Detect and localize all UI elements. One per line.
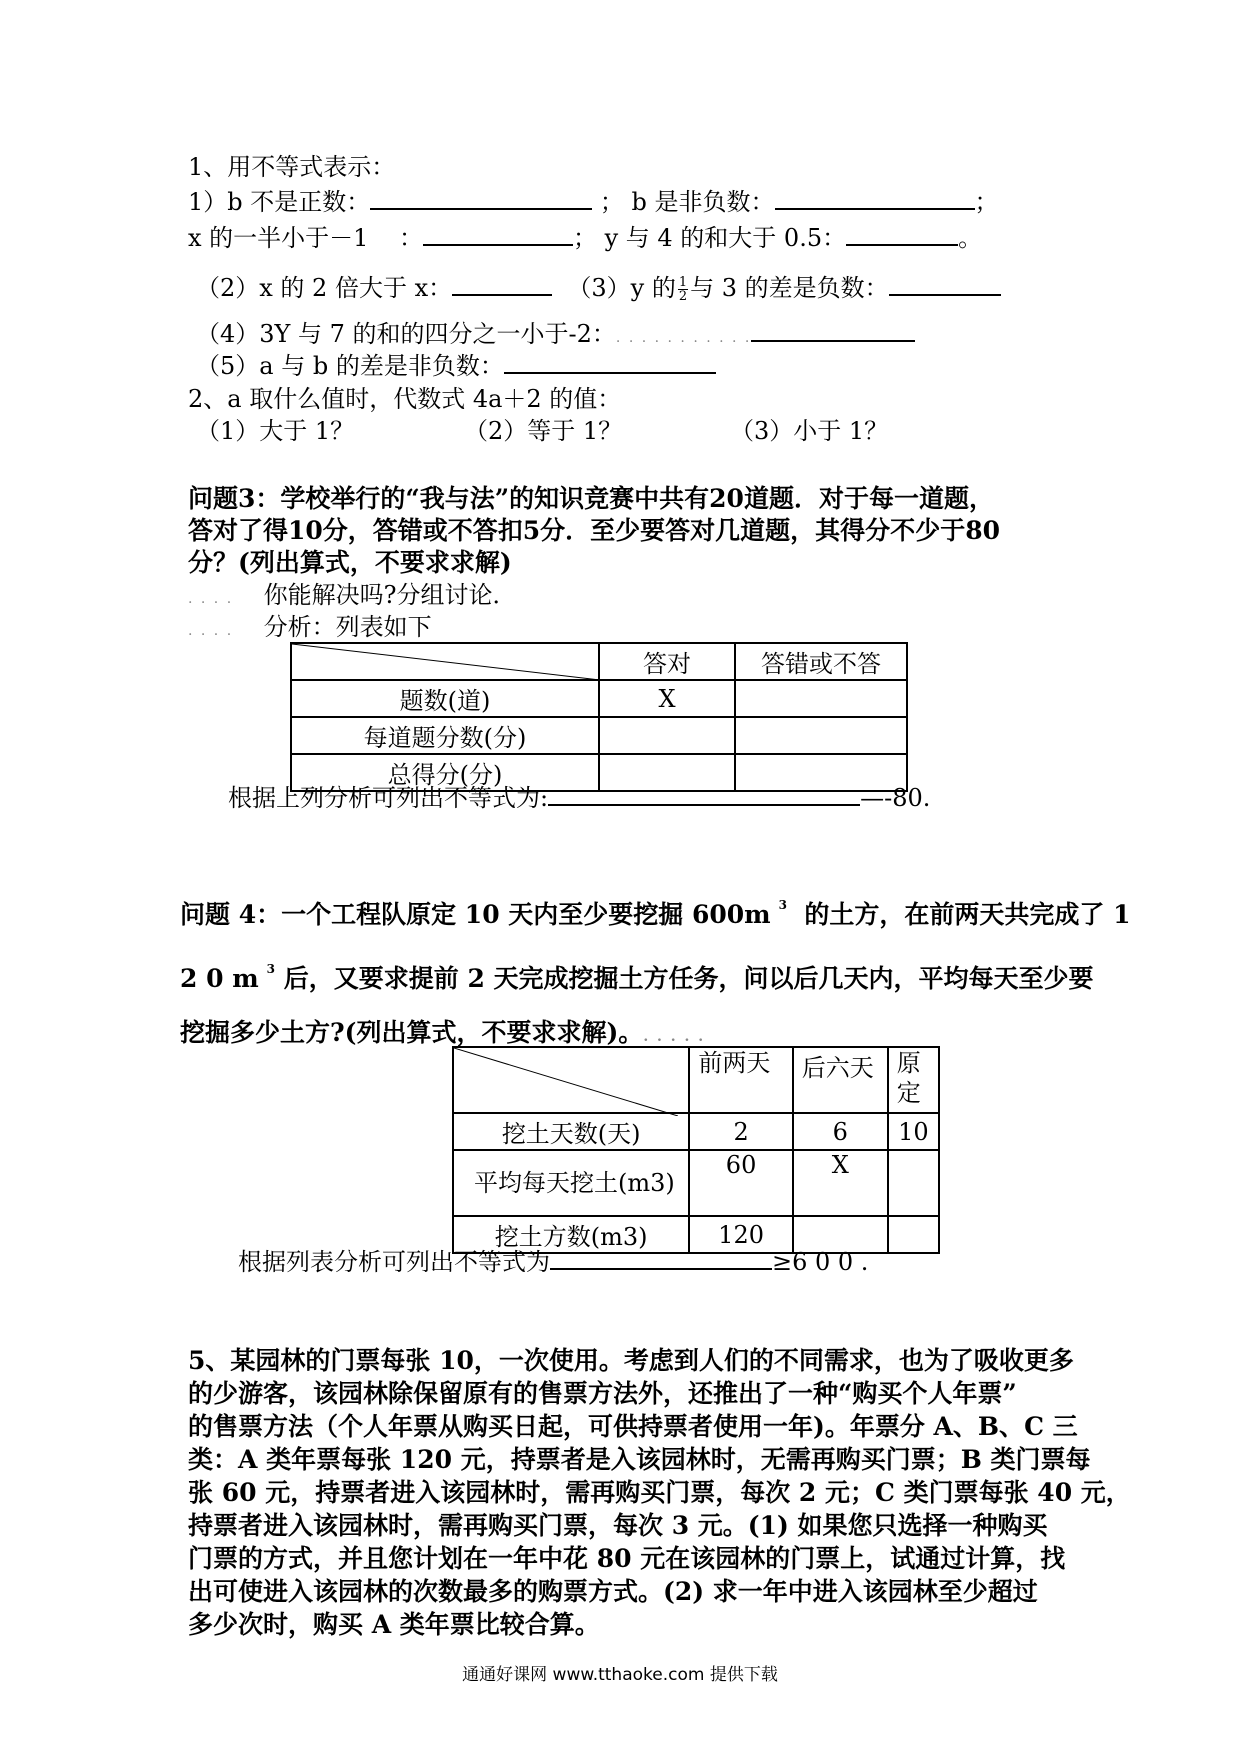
q1-heading: 1、用不等式表示： xyxy=(188,153,396,181)
table-cell: 6 xyxy=(793,1113,888,1150)
q2-option-1: （1）大于 1？ xyxy=(196,417,355,445)
diagonal-line xyxy=(292,644,600,680)
answer-blank[interactable] xyxy=(370,186,592,210)
diagonal-line xyxy=(454,1048,678,1116)
q5-line: 的少游客，该园林除保留原有的售票方法外，还推出了一种“购买个人年票” xyxy=(188,1379,1017,1408)
column-header: 答错或不答 xyxy=(735,643,907,680)
column-header: 原定 xyxy=(888,1047,939,1113)
answer-blank[interactable] xyxy=(889,272,1001,296)
q3-conclusion: 根据上列分析可列出不等式为: —-80. xyxy=(228,784,931,812)
q1-line3: （2）x 的 2 倍大于 x： （3）y 的 $\frac{1}{2}$ 与 3 的差是负数： xyxy=(196,272,1001,303)
row-label: 总得分(分) xyxy=(291,754,599,791)
q3-line3: 分？(列出算式，不要求求解) xyxy=(188,548,512,577)
table-cell xyxy=(599,717,735,754)
table-cell: X xyxy=(793,1150,888,1216)
footer-source: 通通好课网 www.tthaoke.com 提供下载 xyxy=(462,1665,778,1685)
table-corner-cell xyxy=(291,643,599,680)
q5-line: 张 60 元，持票者进入该园林时，需再购买门票，每次 2 元；C 类门票每张 40 元， xyxy=(188,1478,1131,1507)
column-header: 前两天 xyxy=(689,1047,792,1113)
q3-table xyxy=(290,642,908,792)
table-cell: 60 xyxy=(689,1150,792,1216)
table-cell xyxy=(888,1216,939,1253)
table-cell: 2 xyxy=(689,1113,792,1150)
answer-blank[interactable] xyxy=(423,222,573,246)
q1-line2: x 的一半小于－1 ： ； y 与 4 的和大于 0.5： 。 xyxy=(188,224,983,252)
q5-line: 门票的方式，并且您计划在一年中花 80 元在该园林的门票上，试通过计算，找 xyxy=(188,1544,1066,1573)
table-cell: 10 xyxy=(888,1113,939,1150)
q1-line1: 1）b 不是正数： ； b 是非负数： ； xyxy=(188,188,999,216)
q4-line2: 2 0 m $^3$ 后，又要求提前 2 天完成挖掘土方任务，问以后几天内，平均每天至少要 xyxy=(180,962,1094,993)
q4-conclusion: 根据列表分析可列出不等式为 ≥6 0 0 . xyxy=(238,1248,869,1276)
q4-line3: 挖掘多少土方?(列出算式，不要求求解)。. . . . . xyxy=(180,1018,706,1047)
fraction: $\frac{1}{2}$ xyxy=(678,275,688,304)
table-cell xyxy=(888,1150,939,1216)
q5-line: 出可使进入该园林的次数最多的购票方式。(2) 求一年中进入该园林至少超过 xyxy=(188,1577,1038,1606)
q2-option-2: （2）等于 1？ xyxy=(464,417,623,445)
q1-line4: （4）3Y 与 7 的和的四分之一小于-2：. . . . . . . . . . . xyxy=(196,318,915,353)
row-label: 平均每天挖土(m3) xyxy=(453,1150,689,1216)
row-label: 挖土方数(m3) xyxy=(453,1216,689,1253)
q4-line1: 问题 4：一个工程队原定 10 天内至少要挖掘 600m $^3$ 的土方，在前两天共完成了 1 xyxy=(180,898,1131,929)
q2-option-3: （3）小于 1？ xyxy=(730,417,889,445)
answer-blank[interactable] xyxy=(775,186,975,210)
row-label: 挖土天数(天) xyxy=(453,1113,689,1150)
table-cell: X xyxy=(599,680,735,717)
q3-line4: . . . . 你能解决吗?分组讨论． xyxy=(188,581,517,609)
answer-blank[interactable] xyxy=(550,1246,772,1270)
table-corner-cell xyxy=(453,1047,689,1113)
answer-blank[interactable] xyxy=(751,318,915,342)
q3-line5: . . . . 分析：列表如下 xyxy=(188,613,432,641)
q3-line1: 问题3：学校举行的“我与法”的知识竞赛中共有20道题．对于每一道题， xyxy=(188,484,994,513)
column-header: 后六天 xyxy=(793,1047,888,1113)
q5-line: 持票者进入该园林时，需再购买门票，每次 3 元。(1) 如果您只选择一种购买 xyxy=(188,1511,1048,1540)
q2-heading: 2、a 取什么值时，代数式 4a＋2 的值： xyxy=(188,385,622,413)
answer-blank[interactable] xyxy=(452,272,552,296)
row-label: 题数(道) xyxy=(291,680,599,717)
q5-line: 类：A 类年票每张 120 元，持票者是入该园林时，无需再购买门票；B 类门票每 xyxy=(188,1445,1091,1474)
q4-table xyxy=(452,1046,940,1254)
q5-line: 的售票方法（个人年票从购买日起，可供持票者使用一年)。年票分 A、B、C 三 xyxy=(188,1412,1078,1441)
answer-blank[interactable] xyxy=(504,350,716,374)
table-cell xyxy=(735,680,907,717)
row-label: 每道题分数(分) xyxy=(291,717,599,754)
q1-line5: （5）a 与 b 的差是非负数： xyxy=(196,350,716,381)
column-header: 答对 xyxy=(599,643,735,680)
table-cell xyxy=(735,717,907,754)
q3-line2: 答对了得10分，答错或不答扣5分．至少要答对几道题，其得分不少于80 xyxy=(188,516,1000,545)
answer-blank[interactable] xyxy=(548,782,860,806)
answer-blank[interactable] xyxy=(846,222,958,246)
q5-line: 5、某园林的门票每张 10，一次使用。考虑到人们的不同需求，也为了吸收更多 xyxy=(188,1346,1074,1375)
table-cell: 120 xyxy=(689,1216,792,1253)
q5-line: 多少次时，购买 A 类年票比较合算。 xyxy=(188,1610,600,1639)
